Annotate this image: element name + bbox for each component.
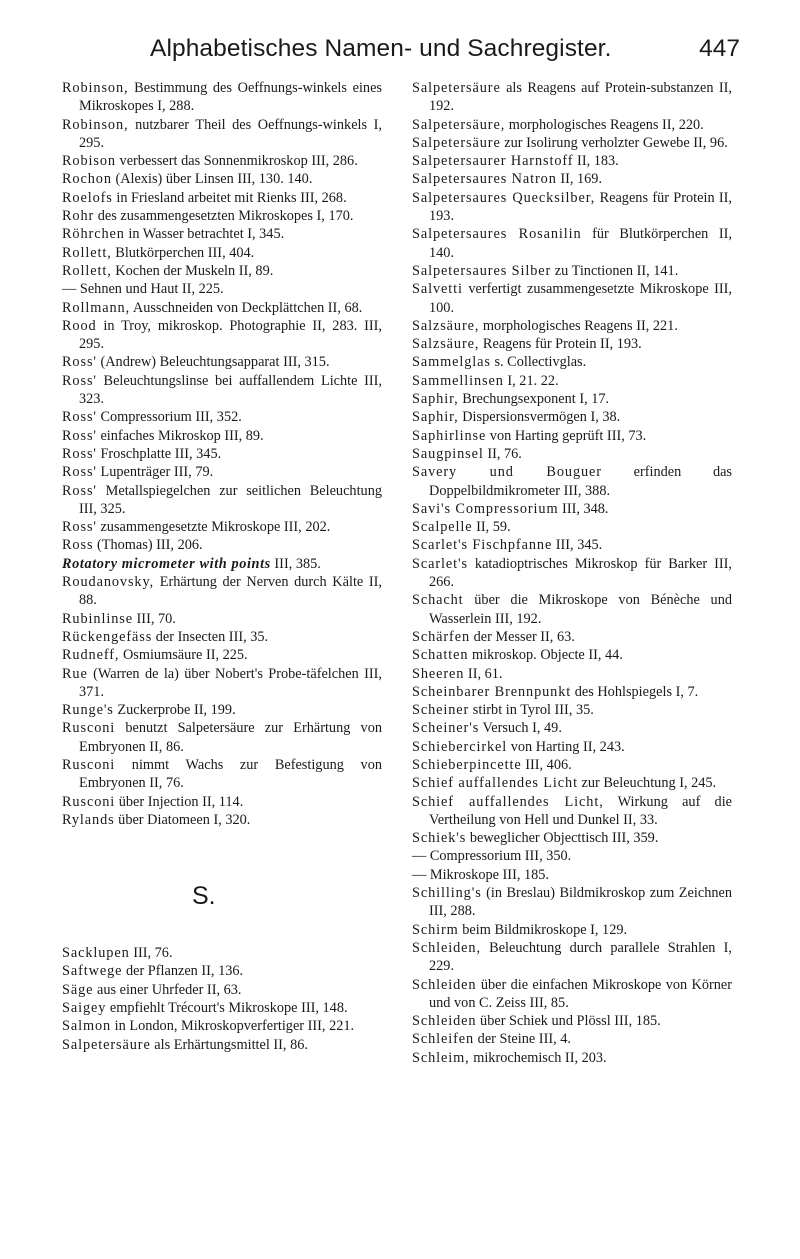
entry-text: Reagens für Protein II, 193. [479,336,642,353]
entry-headword: Ross' [62,372,97,389]
index-entry [412,170,732,188]
entry-headword: Rudneff, [62,647,120,664]
index-entry [412,921,732,939]
entry-text: zur Isolirung verholzter Gewebe II, 96. [500,134,728,151]
index-entry [412,591,732,628]
index-entry [412,518,732,536]
entry-headword: Ross' [62,354,97,371]
entry-headword: Salpetersaures Natron [412,171,557,188]
entry-headword: Rollmann, [62,299,131,316]
index-entry [62,701,382,719]
entry-headword: Saugpinsel [412,445,484,462]
index-entry [412,884,732,921]
index-entry [412,683,732,701]
entry-headword: Saigey [62,1000,107,1017]
entry-headword: Schatten [412,647,469,664]
index-entry [62,79,382,116]
entry-headword: Salpetersäure, [412,116,506,133]
index-entry [412,646,732,664]
section-letter: S. [192,882,216,911]
entry-headword: Salpetersaurer Harnstoff [412,153,574,170]
index-entry [62,555,382,573]
entry-headword: Sheeren [412,665,465,682]
index-entry [62,536,382,554]
index-entry [62,811,382,829]
entry-headword: Salzsäure, [412,317,480,334]
entry-text: nimmt Wachs zur Befestigung von Embryonen II, 76. [79,756,382,792]
entry-headword: Säge [62,981,94,998]
index-entry [412,939,732,976]
entry-text: Zuckerprobe II, 199. [113,702,236,719]
index-entry [412,793,732,830]
entry-headword: Salpetersaures Quecksilber, [412,189,596,206]
entry-text: Brechungsexponent I, 17. [458,391,610,408]
entry-headword: Savery und Bouguer [412,464,602,481]
entry-text: benutzt Salpetersäure zur Erhärtung von Embryonen II, 86. [79,720,382,755]
entry-headword: Salpetersäure [412,134,501,151]
entry-text: — Mikroskope III, 185. [412,866,549,883]
entry-text: II, 76. [483,445,522,462]
entry-text: mikrochemisch II, 203. [469,1049,607,1066]
index-entry [412,262,732,280]
index-entry [62,944,382,962]
entry-headword: Saphir, [412,391,459,408]
entry-headword: Sammellinsen [412,372,504,389]
entry-text: (Warren de la) über Nobert's Probe-täfelchen III, 371. [79,665,382,700]
entries-s-group [62,944,382,1054]
index-entry [62,189,382,207]
entry-headword: Schleifen [412,1031,475,1048]
entry-text: II, 183. [573,153,619,170]
entry-headword: Scalpelle [412,519,473,536]
entry-headword: Schief auffallendes Licht [412,775,578,792]
index-entry [62,244,382,262]
right-column [412,79,732,1067]
entry-text: (Alexis) über Linsen III, 130. 140. [111,171,313,188]
entries-r-group [62,79,382,829]
index-entry [412,628,732,646]
entry-text: morphologisches Reagens II, 221. [479,317,678,334]
index-entry [412,225,732,262]
entry-text: Dispersionsvermögen I, 38. [458,409,621,426]
entry-headword: Savi's Compressorium [412,500,559,517]
entry-text: katadioptrisches Mikroskop für Barker III, 266. [429,555,732,591]
entry-headword: Saphirlinse [412,427,487,444]
entry-headword: Ross [62,537,94,554]
entry-text: einfaches Mikroskop III, 89. [96,427,264,444]
index-entry [62,610,382,628]
entry-headword: Scheinbarer Brennpunkt [412,683,572,700]
entry-headword: Schleiden [412,976,477,993]
index-entry [412,719,732,737]
entry-headword: Rollett, [62,244,112,261]
index-entry [62,299,382,317]
entry-headword: Salpetersäure [412,80,501,96]
entry-headword: Ross' [62,445,97,462]
entry-text: über Schiek und Plössl III, 185. [476,1013,661,1030]
entry-text: Beleuchtung durch parallele Strahlen I, 229. [429,939,732,975]
entry-headword: Salpetersaures Rosanilin [412,226,582,243]
entry-headword: Scarlet's Fischpfanne [412,537,553,554]
entry-text: Compressorium III, 352. [96,409,242,426]
entry-text: III, 406. [521,756,572,773]
index-entry [62,646,382,664]
entry-text: der Steine III, 4. [474,1031,571,1048]
entry-headword: Roudanovsky, [62,574,155,591]
index-entry [62,207,382,225]
index-entry [62,518,382,536]
entry-text: II, 59. [472,519,511,536]
entry-text: beweglicher Objecttisch III, 359. [466,830,659,847]
entry-text: zusammengesetzte Mikroskope III, 202. [96,519,331,536]
entry-text: verfertigt zusammengesetzte Mikroskope III, 100. [429,281,732,316]
entry-headword: Robison [62,153,116,170]
index-entry [412,152,732,170]
entry-text: zur Beleuchtung I, 245. [577,775,717,792]
index-entry [412,445,732,463]
entry-headword: Ross' [62,409,97,426]
entry-headword: Ross' [62,427,97,444]
entry-headword: Rood [62,317,97,334]
entry-headword: Röhrchen [62,226,125,243]
entry-headword: Schief auffallendes Licht, [412,793,604,810]
page-number: 447 [699,35,740,62]
entry-text: in Friesland arbeitet mit Rienks III, 268. [112,189,347,206]
entry-headword: Schleiden [412,1013,477,1030]
entry-text: — Sehnen und Haut II, 225. [62,281,224,298]
entry-text: in Wasser betrachtet I, 345. [124,226,285,243]
index-entry [412,701,732,719]
entry-text: über Injection II, 114. [115,793,244,810]
entry-text: des zusammengesetzten Mikroskopes I, 170. [94,208,354,225]
entry-text: beim Bildmikroskope I, 129. [458,921,628,938]
entry-headword: Salmon [62,1018,112,1035]
entry-text: zu Tinctionen II, 141. [551,262,679,279]
entry-text: von Harting II, 243. [507,738,625,755]
index-entry [62,1017,382,1035]
entry-text: (in Breslau) Bildmikroskop zum Zeichnen III, 288. [429,885,732,920]
entries-s-continued [412,79,732,1067]
index-entry [62,372,382,409]
entry-text: erfinden das Doppelbildmikrometer III, 388. [429,464,733,499]
index-entry [62,116,382,153]
entry-headword: Schilling's [412,885,482,902]
index-entry [412,463,732,500]
index-entry [412,829,732,847]
entry-text: III, 345. [552,537,603,554]
index-entry [62,1036,382,1054]
entry-text: III, 70. [132,610,176,627]
entry-text: über die einfachen Mikroskope von Körner und von C. Zeiss III, 85. [429,976,732,1011]
index-entry [412,317,732,335]
entry-text: Reagens für Protein II, 193. [429,189,732,225]
index-entry [412,1030,732,1048]
entry-headword: Schiebercirkel [412,738,508,755]
index-entry [62,225,382,243]
index-entry [62,999,382,1017]
index-entry [62,463,382,481]
entry-text: als Erhärtungsmittel II, 86. [150,1036,308,1053]
entry-headword: Scheiner's [412,720,480,737]
entry-text: des Hohlspiegels I, 7. [571,683,699,700]
entry-headword: Robinson, [62,80,129,96]
entry-text: von Harting geprüft III, 73. [486,427,647,444]
entry-headword: Salzsäure, [412,336,480,353]
index-entry [412,79,732,116]
index-entry [412,536,732,554]
entry-text: s. Collectivglas. [490,354,587,371]
index-entry [412,280,732,317]
entry-text: Bestimmung des Oeffnungs-winkels eines Mikroskopes I, 288. [79,80,382,115]
index-entry [412,1012,732,1030]
index-entry [412,847,732,865]
entry-headword: Schirm [412,921,459,938]
index-entry [62,427,382,445]
entry-text: III, 385. [270,555,321,572]
entry-headword: Rylands [62,811,115,828]
entry-text: II, 169. [556,171,603,188]
index-entry [412,774,732,792]
entry-headword: Scarlet's [412,555,468,572]
entry-text: in London, Mikroskopverfertiger III, 221. [111,1018,355,1035]
index-entry [412,116,732,134]
entry-headword: Sacklupen [62,945,130,962]
entry-headword: Saphir, [412,409,459,426]
entry-headword: Schacht [412,592,464,609]
entry-headword: Schärfen [412,628,471,645]
entry-text: Kochen der Muskeln II, 89. [111,262,274,279]
entry-text: Erhärtung der Nerven durch Kälte II, 88. [79,574,382,609]
entry-text: als Reagens auf Protein-substanzen II, 192. [429,80,732,115]
entry-text: über Diatomeen I, 320. [114,811,251,828]
entry-text: für Blutkörperchen II, 140. [429,226,732,261]
entry-text: in Troy, mikroskop. Photographie II, 283. III, 295. [79,317,382,353]
index-entry [62,353,382,371]
entry-headword: Ross' [62,464,97,481]
entry-headword: Rückengefäss [62,628,153,645]
index-entry [62,962,382,980]
entry-text: mikroskop. Objecte II, 44. [468,647,623,664]
entry-headword: Schieberpincette [412,756,522,773]
entry-text: Froschplatte III, 345. [96,445,222,462]
index-entry [412,555,732,592]
entry-headword: Rochon [62,171,112,188]
entry-headword: Scheiner [412,702,470,719]
index-entry [412,390,732,408]
entry-text: I, 21. 22. [503,372,559,389]
index-entry [412,408,732,426]
index-entry [62,170,382,188]
index-entry [412,756,732,774]
entry-text: der Insecten III, 35. [152,628,269,645]
entry-headword: Salvetti [412,281,463,298]
entry-headword: Schleim, [412,1049,470,1066]
index-entry [412,372,732,390]
entry-text: Beleuchtungslinse bei auffallendem Lichte III, 323. [79,372,382,408]
entry-headword: Roelofs [62,189,113,206]
entry-text: nutzbarer Theil des Oeffnungs-winkels I, 295. [79,116,382,151]
entry-text: Lupenträger III, 79. [96,464,214,481]
entry-headword: Rusconi [62,720,116,737]
index-entry [412,738,732,756]
index-entry [62,408,382,426]
entry-text: II, 61. [464,665,503,682]
index-entry [412,866,732,884]
entry-text: über die Mikroskope von Bénèche und Wasserlein III, 192. [429,592,732,627]
index-entry [412,134,732,152]
index-entry [412,353,732,371]
entry-headword: Rotatory micrometer with points [62,555,271,572]
entry-headword: Schiek's [412,830,467,847]
entry-text: Versuch I, 49. [479,720,562,737]
entry-text: stirbt in Tyrol III, 35. [469,702,594,719]
left-column [62,79,382,1054]
entry-headword: Salpetersaures Silber [412,262,552,279]
entry-text: Blutkörperchen III, 404. [111,244,255,261]
entry-text: Ausschneiden von Deckplättchen II, 68. [130,299,363,316]
entry-text: der Pflanzen II, 136. [122,963,244,980]
entry-text: empfiehlt Trécourt's Mikroskope III, 148. [106,1000,348,1017]
page-title: Alphabetisches Namen- und Sachregister. [150,35,612,62]
entry-headword: Saftwege [62,963,123,980]
entry-headword: Ross' [62,482,97,499]
entry-headword: Sammelglas [412,354,491,371]
index-entry [62,756,382,793]
index-entry [62,280,382,298]
entry-text: morphologisches Reagens II, 220. [505,116,704,133]
entry-text: der Messer II, 63. [470,628,575,645]
entry-text: (Andrew) Beleuchtungsapparat III, 315. [96,354,330,371]
index-entry [62,262,382,280]
entry-headword: Ross' [62,519,97,536]
entry-headword: Rollett, [62,262,112,279]
running-head [0,35,800,75]
index-entry [62,445,382,463]
index-entry [412,189,732,226]
entry-headword: Salpetersäure [62,1036,151,1053]
entry-headword: Rusconi [62,793,116,810]
index-entry [412,500,732,518]
entry-text: Metallspiegelchen zur seitlichen Beleuchtung III, 325. [79,482,382,517]
entry-text: Wirkung auf die Vertheilung von Hell und Dunkel II, 33. [429,793,733,828]
index-entry [412,1049,732,1067]
index-entry [62,152,382,170]
entry-headword: Robinson, [62,116,129,133]
index-entry [412,335,732,353]
index-entry [412,427,732,445]
entry-headword: Schleiden, [412,939,481,956]
entry-text: III, 76. [129,945,173,962]
entry-headword: Rohr [62,208,95,225]
index-entry [412,665,732,683]
entry-text: aus einer Uhrfeder II, 63. [93,981,242,998]
index-entry [62,719,382,756]
entry-headword: Runge's [62,702,114,719]
index-entry [62,573,382,610]
entry-headword: Rubinlinse [62,610,133,627]
entry-headword: Rusconi [62,756,116,773]
index-entry [412,976,732,1013]
entry-text: — Compressorium III, 350. [412,848,572,865]
index-entry [62,665,382,702]
entry-text: III, 348. [558,500,609,517]
index-entry [62,628,382,646]
entry-text: verbessert das Sonnenmikroskop III, 286. [115,153,358,170]
index-entry [62,793,382,811]
entry-text: (Thomas) III, 206. [93,537,203,554]
index-entry [62,981,382,999]
entry-headword: Rue [62,665,88,682]
index-entry [62,317,382,354]
entry-text: Osmiumsäure II, 225. [119,647,248,664]
index-entry [62,482,382,519]
